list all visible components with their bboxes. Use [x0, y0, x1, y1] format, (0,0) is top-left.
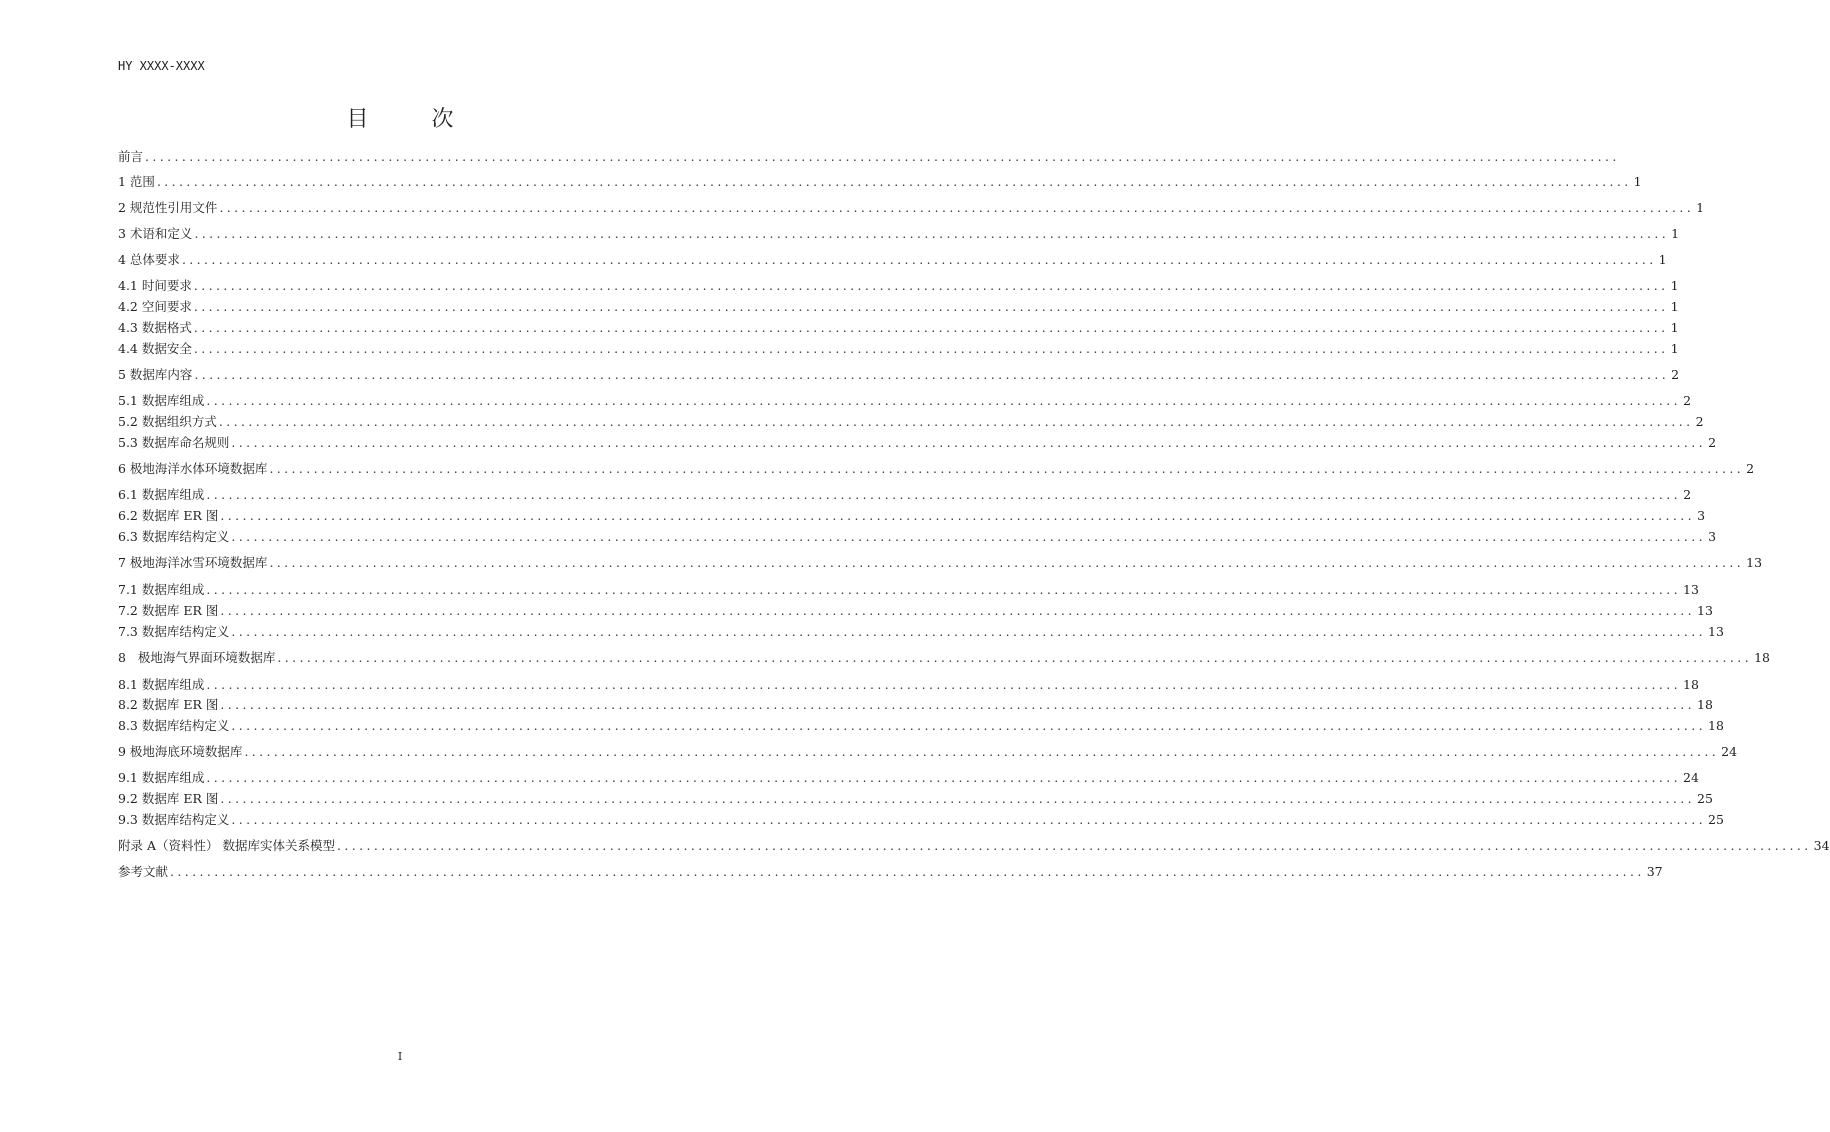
toc-entry-page: 13 — [1708, 624, 1724, 639]
toc-entry-label: 前言 — [118, 149, 144, 164]
toc-entry-page: 18 — [1754, 650, 1770, 665]
toc-entry-label: 4.4 数据安全 — [118, 341, 192, 356]
toc-entry-page: 13 — [1746, 555, 1763, 570]
dot-leader: ........................................................................................................................................................................................................ — [206, 393, 1682, 408]
toc-entry-label: 6.1 数据库组成 — [118, 487, 205, 502]
toc-entry-page: 1 — [1671, 226, 1680, 241]
toc-entry[interactable] — [118, 649, 1770, 667]
document-code: HY XXXX-XXXX — [118, 59, 205, 73]
toc-entry[interactable] — [118, 298, 1679, 316]
dot-leader: ........................................................................................................................................................................................................ — [231, 529, 1707, 544]
toc-entry-label: 5.2 数据组织方式 — [118, 414, 217, 429]
toc-entry-label: 5.3 数据库命名规则 — [118, 435, 230, 450]
toc-entry-page: 24 — [1721, 744, 1738, 759]
toc-entry-page: 13 — [1697, 603, 1713, 618]
toc-entry-label: 1 范围 — [118, 174, 155, 189]
toc-entry-label: 9.3 数据库结构定义 — [118, 812, 230, 827]
toc-entry[interactable] — [118, 173, 1642, 191]
toc-entry-page: 1 — [1670, 320, 1679, 335]
toc-entry-page: 1 — [1658, 252, 1667, 267]
toc-entry-label: 参考文献 — [118, 864, 169, 879]
toc-entry-label: 8.1 数据库组成 — [118, 677, 205, 692]
toc-entry[interactable] — [118, 366, 1680, 384]
toc-entry[interactable] — [118, 486, 1692, 504]
toc-entry[interactable] — [118, 460, 1755, 478]
toc-entry[interactable] — [118, 554, 1763, 572]
dot-leader: ........................................................................................................................................................................................................ — [220, 697, 1696, 712]
toc-entry[interactable] — [118, 413, 1704, 431]
dot-leader: ........................................................................................................................................................................................................ — [206, 582, 1682, 597]
toc-entry-page: 1 — [1633, 174, 1642, 189]
toc-entry-page: 34 — [1813, 838, 1830, 853]
dot-leader: ........................................................................................................................................................................................................ — [193, 320, 1669, 335]
toc-entry[interactable] — [118, 602, 1713, 620]
page-number: I — [397, 1050, 403, 1063]
toc-entry[interactable] — [118, 863, 1663, 881]
toc-entry-page: 1 — [1670, 278, 1679, 293]
toc-entry[interactable] — [118, 392, 1692, 410]
toc-entry-label: 8 极地海气界面环境数据库 — [118, 650, 276, 665]
toc-entry-page: 2 — [1695, 414, 1704, 429]
dot-leader: ........................................................................................................................................................................................................ — [193, 299, 1669, 314]
toc-entry[interactable] — [118, 769, 1699, 787]
toc-entry[interactable] — [118, 434, 1717, 452]
toc-entry-label: 4.2 空间要求 — [118, 299, 192, 314]
toc-entry-label: 3 术语和定义 — [118, 226, 193, 241]
toc-entry-label: 7.1 数据库组成 — [118, 582, 205, 597]
toc-entry-label: 9.2 数据库 ER 图 — [118, 791, 219, 806]
toc-entry-page: 25 — [1708, 812, 1724, 827]
toc-entry-label: 附录 A（资料性） 数据库实体关系模型 — [118, 838, 335, 853]
toc-entry-page: 24 — [1683, 770, 1699, 785]
toc-entry-page: 1 — [1670, 341, 1679, 356]
toc-entry-label: 8.2 数据库 ER 图 — [118, 697, 219, 712]
dot-leader: ........................................................................................................................................................................................................ — [220, 508, 1696, 523]
toc-entry-page: 2 — [1746, 461, 1755, 476]
toc-entry[interactable] — [118, 507, 1706, 525]
toc-entry[interactable] — [118, 623, 1724, 641]
toc-entry-page: 18 — [1708, 718, 1724, 733]
toc-entry[interactable] — [118, 717, 1724, 735]
toc-entry[interactable] — [118, 277, 1679, 295]
dot-leader: ........................................................................................................................................................................................................ — [219, 200, 1695, 215]
toc-entry-page: 13 — [1683, 582, 1699, 597]
toc-entry-page: 18 — [1683, 677, 1699, 692]
toc-entry[interactable] — [118, 199, 1705, 217]
toc-entry-label: 8.3 数据库结构定义 — [118, 718, 230, 733]
dot-leader: ........................................................................................................................................................................................................ — [194, 367, 1670, 382]
dot-leader: ........................................................................................................................................................................................................ — [145, 149, 1620, 164]
dot-leader: ........................................................................................................................................................................................................ — [220, 791, 1696, 806]
toc-entry-label: 4.3 数据格式 — [118, 320, 192, 335]
dot-leader: ........................................................................................................................................................................................................ — [206, 487, 1682, 502]
toc-entry-label: 7.2 数据库 ER 图 — [118, 603, 219, 618]
dot-leader: ........................................................................................................................................................................................................ — [181, 252, 1657, 267]
dot-leader: ........................................................................................................................................................................................................ — [277, 650, 1753, 665]
toc-entry[interactable] — [118, 251, 1667, 269]
toc-entry[interactable] — [118, 743, 1738, 761]
toc-entry-page: 1 — [1670, 299, 1679, 314]
toc-entry-label: 5 数据库内容 — [118, 367, 193, 382]
dot-leader: ........................................................................................................................................................................................................ — [193, 278, 1669, 293]
toc-entry-page: 2 — [1683, 393, 1692, 408]
dot-leader: ........................................................................................................................................................................................................ — [269, 461, 1745, 476]
dot-leader: ........................................................................................................................................................................................................ — [218, 414, 1694, 429]
dot-leader: ........................................................................................................................................................................................................ — [336, 838, 1812, 853]
dot-leader: ........................................................................................................................................................................................................ — [170, 864, 1645, 879]
toc-entry-label: 5.1 数据库组成 — [118, 393, 205, 408]
toc-entry-label: 9 极地海底环境数据库 — [118, 744, 243, 759]
toc-entry-label: 9.1 数据库组成 — [118, 770, 205, 785]
toc-entry[interactable] — [118, 319, 1679, 337]
toc-entry[interactable] — [118, 225, 1680, 243]
toc-entry-label: 7.3 数据库结构定义 — [118, 624, 230, 639]
toc-entry-label: 6.2 数据库 ER 图 — [118, 508, 219, 523]
dot-leader: ........................................................................................................................................................................................................ — [231, 624, 1707, 639]
toc-entry[interactable] — [118, 696, 1713, 714]
dot-leader: ........................................................................................................................................................................................................ — [269, 555, 1745, 570]
toc-entry[interactable] — [118, 581, 1699, 599]
toc-entry-page: 25 — [1697, 791, 1713, 806]
toc-entry-page: 18 — [1697, 697, 1713, 712]
toc-entry-page: 3 — [1708, 529, 1717, 544]
toc-entry-label: 4 总体要求 — [118, 252, 180, 267]
toc-entry-label: 6.3 数据库结构定义 — [118, 529, 230, 544]
toc-entry-page: 2 — [1683, 487, 1692, 502]
toc-entry[interactable] — [118, 340, 1679, 358]
dot-leader: ........................................................................................................................................................................................................ — [193, 341, 1669, 356]
toc-entry-label: 2 规范性引用文件 — [118, 200, 218, 215]
toc-entry[interactable] — [118, 676, 1699, 694]
toc-entry[interactable] — [118, 837, 1830, 855]
dot-leader: ........................................................................................................................................................................................................ — [220, 603, 1696, 618]
dot-leader: ........................................................................................................................................................................................................ — [206, 770, 1682, 785]
toc-entry-label: 4.1 时间要求 — [118, 278, 192, 293]
toc-entry[interactable] — [118, 811, 1724, 829]
toc-entry-page: 37 — [1646, 864, 1663, 879]
toc-entry-page: 1 — [1696, 200, 1705, 215]
toc-entry[interactable] — [118, 148, 1620, 166]
toc-entry-label: 6 极地海洋水体环境数据库 — [118, 461, 268, 476]
toc-entry-page: 2 — [1708, 435, 1717, 450]
page-title: 目 次 — [346, 107, 482, 132]
dot-leader: ........................................................................................................................................................................................................ — [206, 677, 1682, 692]
toc-entry-page: 2 — [1671, 367, 1680, 382]
dot-leader: ........................................................................................................................................................................................................ — [231, 435, 1707, 450]
dot-leader: ........................................................................................................................................................................................................ — [244, 744, 1720, 759]
dot-leader: ........................................................................................................................................................................................................ — [231, 812, 1707, 827]
toc-entry[interactable] — [118, 528, 1717, 546]
toc-entry-label: 7 极地海洋冰雪环境数据库 — [118, 555, 268, 570]
dot-leader: ........................................................................................................................................................................................................ — [194, 226, 1670, 241]
toc-entry-page: 3 — [1697, 508, 1706, 523]
dot-leader: ........................................................................................................................................................................................................ — [231, 718, 1707, 733]
dot-leader: ........................................................................................................................................................................................................ — [156, 174, 1632, 189]
toc-entry[interactable] — [118, 790, 1713, 808]
